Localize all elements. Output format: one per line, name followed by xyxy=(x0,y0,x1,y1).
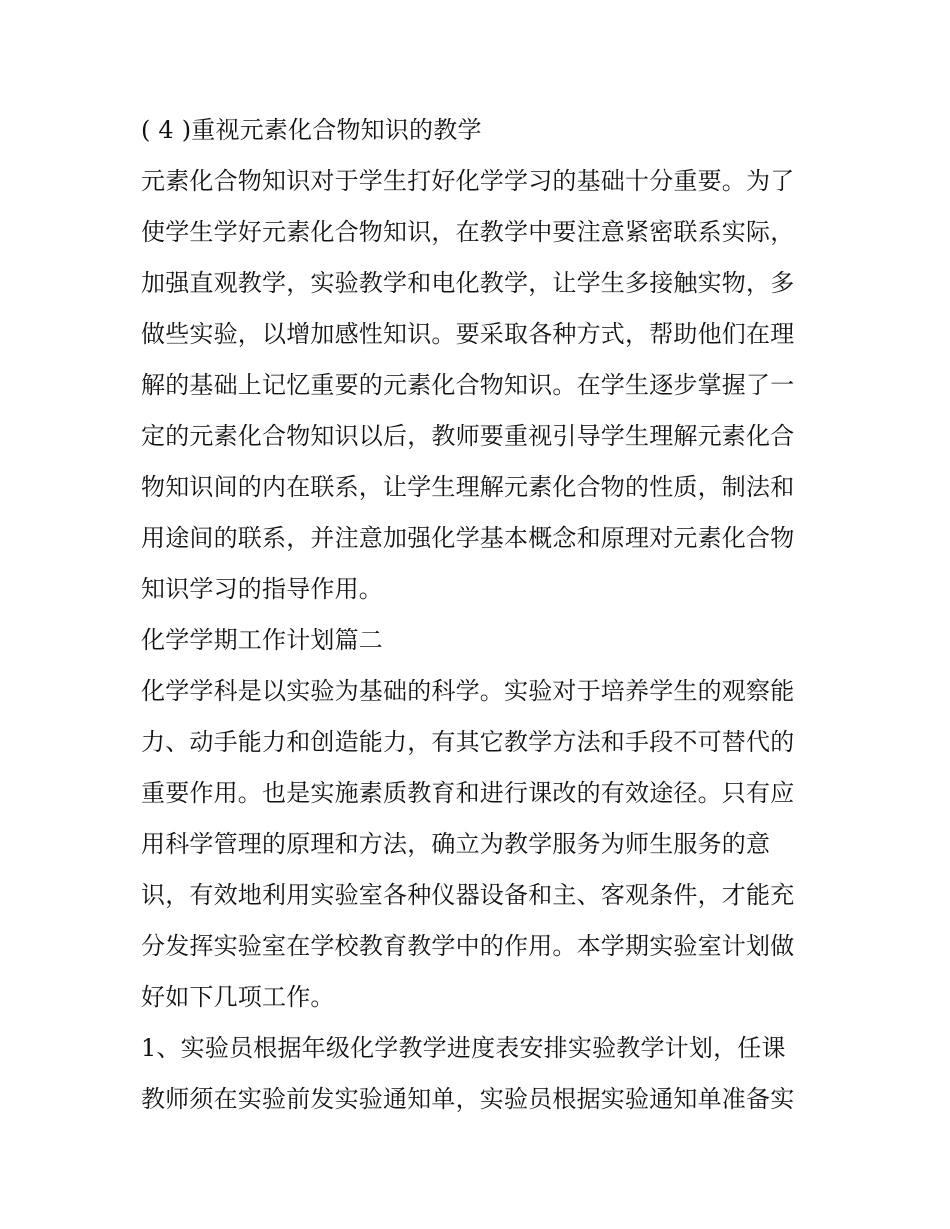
section-title: 化学学期工作计划篇二 xyxy=(141,626,383,654)
paragraph-line: 做些实验，以增加感性知识。要采取各种方式，帮助他们在理 xyxy=(141,320,795,348)
list-item-1: 1、实验员根据年级化学教学进度表安排实验教学计划，任课 xyxy=(141,1034,786,1062)
paragraph-line: 用科学管理的原理和方法，确立为教学服务为师生服务的意 xyxy=(141,830,771,858)
paragraph-line: 元素化合物知识对于学生打好化学学习的基础十分重要。为了 xyxy=(141,167,795,195)
paragraph-line: 力、动手能力和创造能力，有其它教学方法和手段不可替代的 xyxy=(141,728,795,756)
paragraph-line: 重要作用。也是实施素质教育和进行课改的有效途径。只有应 xyxy=(141,779,795,807)
paragraph-line: 化学学科是以实验为基础的科学。实验对于培养学生的观察能 xyxy=(141,677,795,705)
paragraph-line: 解的基础上记忆重要的元素化合物知识。在学生逐步掌握了一 xyxy=(141,371,795,399)
paragraph-line: 用途间的联系，并注意加强化学基本概念和原理对元素化合物 xyxy=(141,524,795,552)
paragraph-line: 教师须在实验前发实验通知单，实验员根据实验通知单准备实 xyxy=(141,1085,795,1113)
section-heading-4: ( 4 )重视元素化合物知识的教学 xyxy=(141,116,482,144)
paragraph-line: 使学生学好元素化合物知识，在教学中要注意紧密联系实际， xyxy=(141,218,795,246)
paragraph-line: 定的元素化合物知识以后，教师要重视引导学生理解元素化合 xyxy=(141,422,795,450)
paragraph-line: 知识学习的指导作用。 xyxy=(141,575,383,603)
paragraph-line: 分发挥实验室在学校教育教学中的作用。本学期实验室计划做 xyxy=(141,932,795,960)
paragraph-line: 识，有效地利用实验室各种仪器设备和主、客观条件，才能充 xyxy=(141,881,795,909)
paragraph-line: 加强直观教学，实验教学和电化教学，让学生多接触实物，多 xyxy=(141,269,795,297)
paragraph-line: 好如下几项工作。 xyxy=(141,983,335,1011)
paragraph-line: 物知识间的内在联系，让学生理解元素化合物的性质，制法和 xyxy=(141,473,795,501)
